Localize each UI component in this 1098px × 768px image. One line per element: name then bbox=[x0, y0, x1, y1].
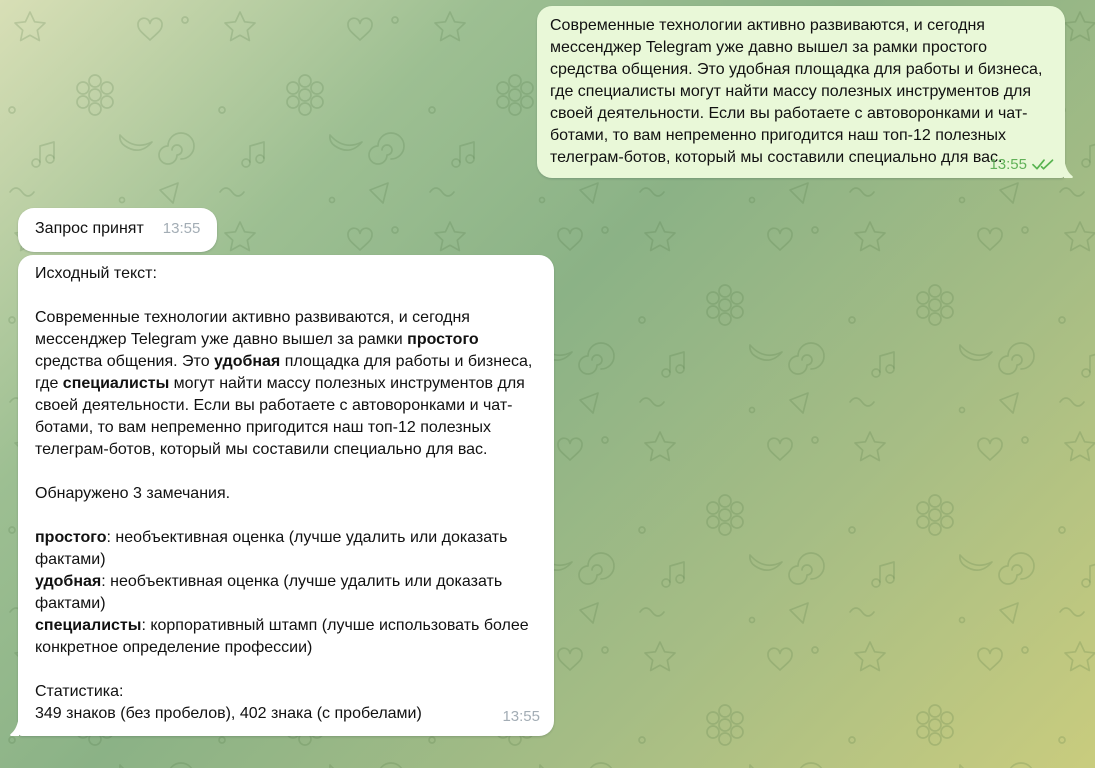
bubble-tail bbox=[1064, 158, 1073, 178]
message-meta bbox=[989, 157, 1054, 172]
message-rich-text: Исходный текст: Современные технологии активно развиваются, и сегодня мессенджер Telegram уже давно вышел за рамки простого средства общения. Это удобная площадка для работы и бизнеса, где специалисты могут найти массу полезных инструментов для своей деятельности. Если вы работаете с автоворонками и чат-ботами, то вам непременно пригодится наш топ-12 полезных телеграм-ботов, который мы составили специально для вас. Обнаружено 3 замечания. простого: необъективная оценка (лучше удалить или доказать фактами) удобная: необъективная оценка (лучше удалить или доказать фактами) специалисты: корпоративный штамп (лучше использовать более конкретное определение профессии) Статистика: 349 знаков (без пробелов), 402 знака (с пробелами) bbox=[35, 265, 533, 722]
message-time: 13:55 bbox=[162, 220, 201, 237]
message-incoming-ack[interactable] bbox=[18, 208, 217, 252]
bubble-tail bbox=[10, 716, 19, 736]
message-text: Запрос принят bbox=[35, 220, 144, 237]
double-check-icon bbox=[1032, 158, 1054, 171]
message-incoming-analysis[interactable] bbox=[18, 255, 554, 736]
message-time: 13:55 bbox=[989, 156, 1027, 173]
message-outgoing[interactable] bbox=[537, 6, 1065, 178]
message-time: 13:55 bbox=[502, 708, 540, 725]
message-text: Современные технологии активно развиваются, и сегодня мессенджер Telegram уже давно вышел за рамки простого средства общения. Это удобная площадка для работы и бизнеса, где специалисты могут найти массу полезных инструментов для своей деятельности. Если вы работаете с автоворонками и чат-ботами, то вам непременно пригодится наш топ-12 полезных телеграм-ботов, который мы составили специально для вас. bbox=[550, 17, 1043, 166]
